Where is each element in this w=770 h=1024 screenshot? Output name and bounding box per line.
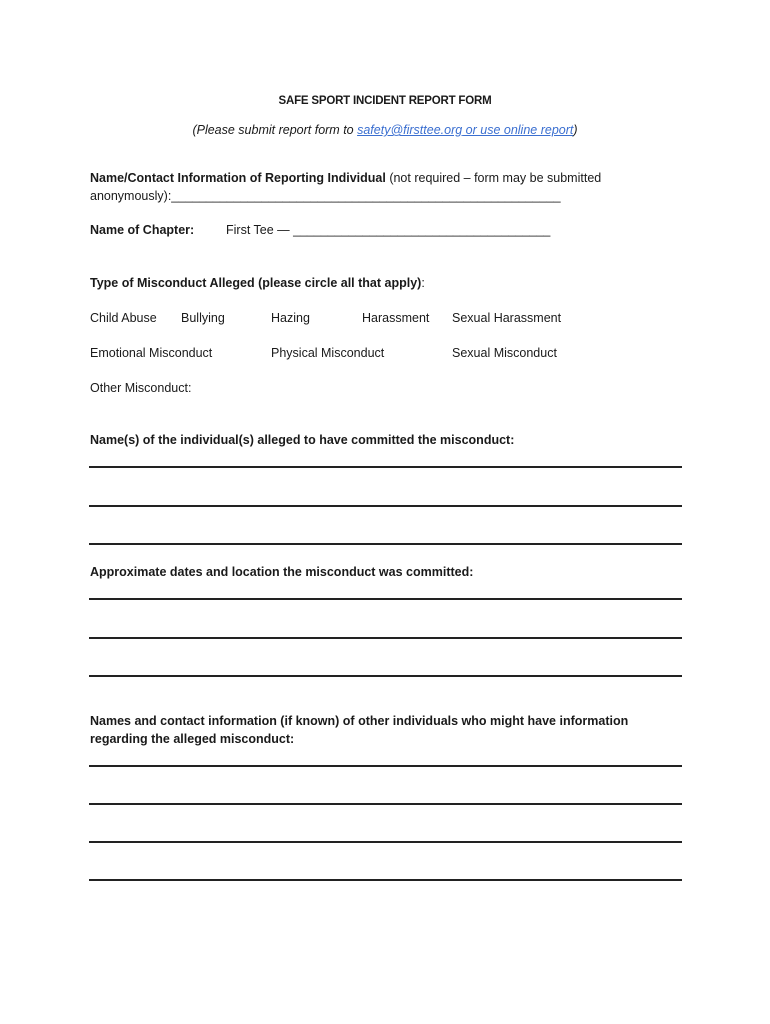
- alleged-names-label: Name(s) of the individual(s) alleged to have committed the misconduct:: [90, 433, 515, 447]
- subtitle-open-paren: (: [192, 123, 197, 137]
- option-emotional-misconduct[interactable]: Emotional Misconduct: [90, 346, 213, 360]
- chapter-value: First Tee —: [226, 223, 294, 237]
- form-title: SAFE SPORT INCIDENT REPORT FORM: [278, 95, 492, 107]
- other-individuals-line-2[interactable]: [89, 803, 682, 805]
- dates-location-line-1[interactable]: [89, 598, 682, 600]
- alleged-names-line-1[interactable]: [89, 466, 682, 468]
- other-individuals-label-1: Names and contact information (if known) of other individuals who might have information: [90, 714, 629, 728]
- chapter-field: [226, 223, 550, 237]
- other-individuals-line-4[interactable]: [89, 879, 682, 881]
- dates-location-line-2[interactable]: [89, 637, 682, 639]
- reporter-blank[interactable]: ________________________________________________________: [171, 189, 561, 203]
- email-link[interactable]: safety@firsttee.org: [357, 123, 463, 137]
- reporter-note: (not required – form may be submitted: [385, 171, 602, 185]
- reporter-note-cont: anonymously):: [90, 189, 172, 203]
- dates-location-label: Approximate dates and location the misconduct was committed:: [90, 565, 474, 579]
- option-other-misconduct[interactable]: Other Misconduct:: [90, 381, 192, 395]
- other-individuals-line-3[interactable]: [89, 841, 682, 843]
- option-child-abuse[interactable]: Child Abuse: [90, 311, 157, 325]
- option-physical-misconduct[interactable]: Physical Misconduct: [271, 346, 385, 360]
- subtitle-close-paren: ): [573, 123, 578, 137]
- option-sexual-misconduct[interactable]: Sexual Misconduct: [452, 346, 557, 360]
- chapter-blank[interactable]: _____________________________________: [293, 223, 551, 237]
- other-individuals-line-1[interactable]: [89, 765, 682, 767]
- online-report-link[interactable]: or use online report: [462, 123, 574, 137]
- alleged-names-line-2[interactable]: [89, 505, 682, 507]
- misconduct-type-colon: :: [421, 276, 425, 290]
- form-subtitle: [0, 123, 770, 137]
- misconduct-type-heading: [90, 276, 425, 290]
- misconduct-type-label: Type of Misconduct Alleged (please circle all that apply): [90, 276, 422, 290]
- chapter-label: Name of Chapter:: [90, 223, 195, 237]
- reporter-label: Name/Contact Information of Reporting Individual: [90, 171, 386, 185]
- option-sexual-harassment[interactable]: Sexual Harassment: [452, 311, 562, 325]
- option-bullying[interactable]: Bullying: [181, 311, 225, 325]
- dates-location-line-3[interactable]: [89, 675, 682, 677]
- option-harassment[interactable]: Harassment: [362, 311, 430, 325]
- option-hazing[interactable]: Hazing: [271, 311, 310, 325]
- subtitle-prefix: Please submit report form to: [196, 123, 358, 137]
- reporter-line-2: [90, 189, 561, 203]
- reporter-line-1: [90, 171, 601, 185]
- alleged-names-line-3[interactable]: [89, 543, 682, 545]
- other-individuals-label-2: regarding the alleged misconduct:: [90, 732, 295, 746]
